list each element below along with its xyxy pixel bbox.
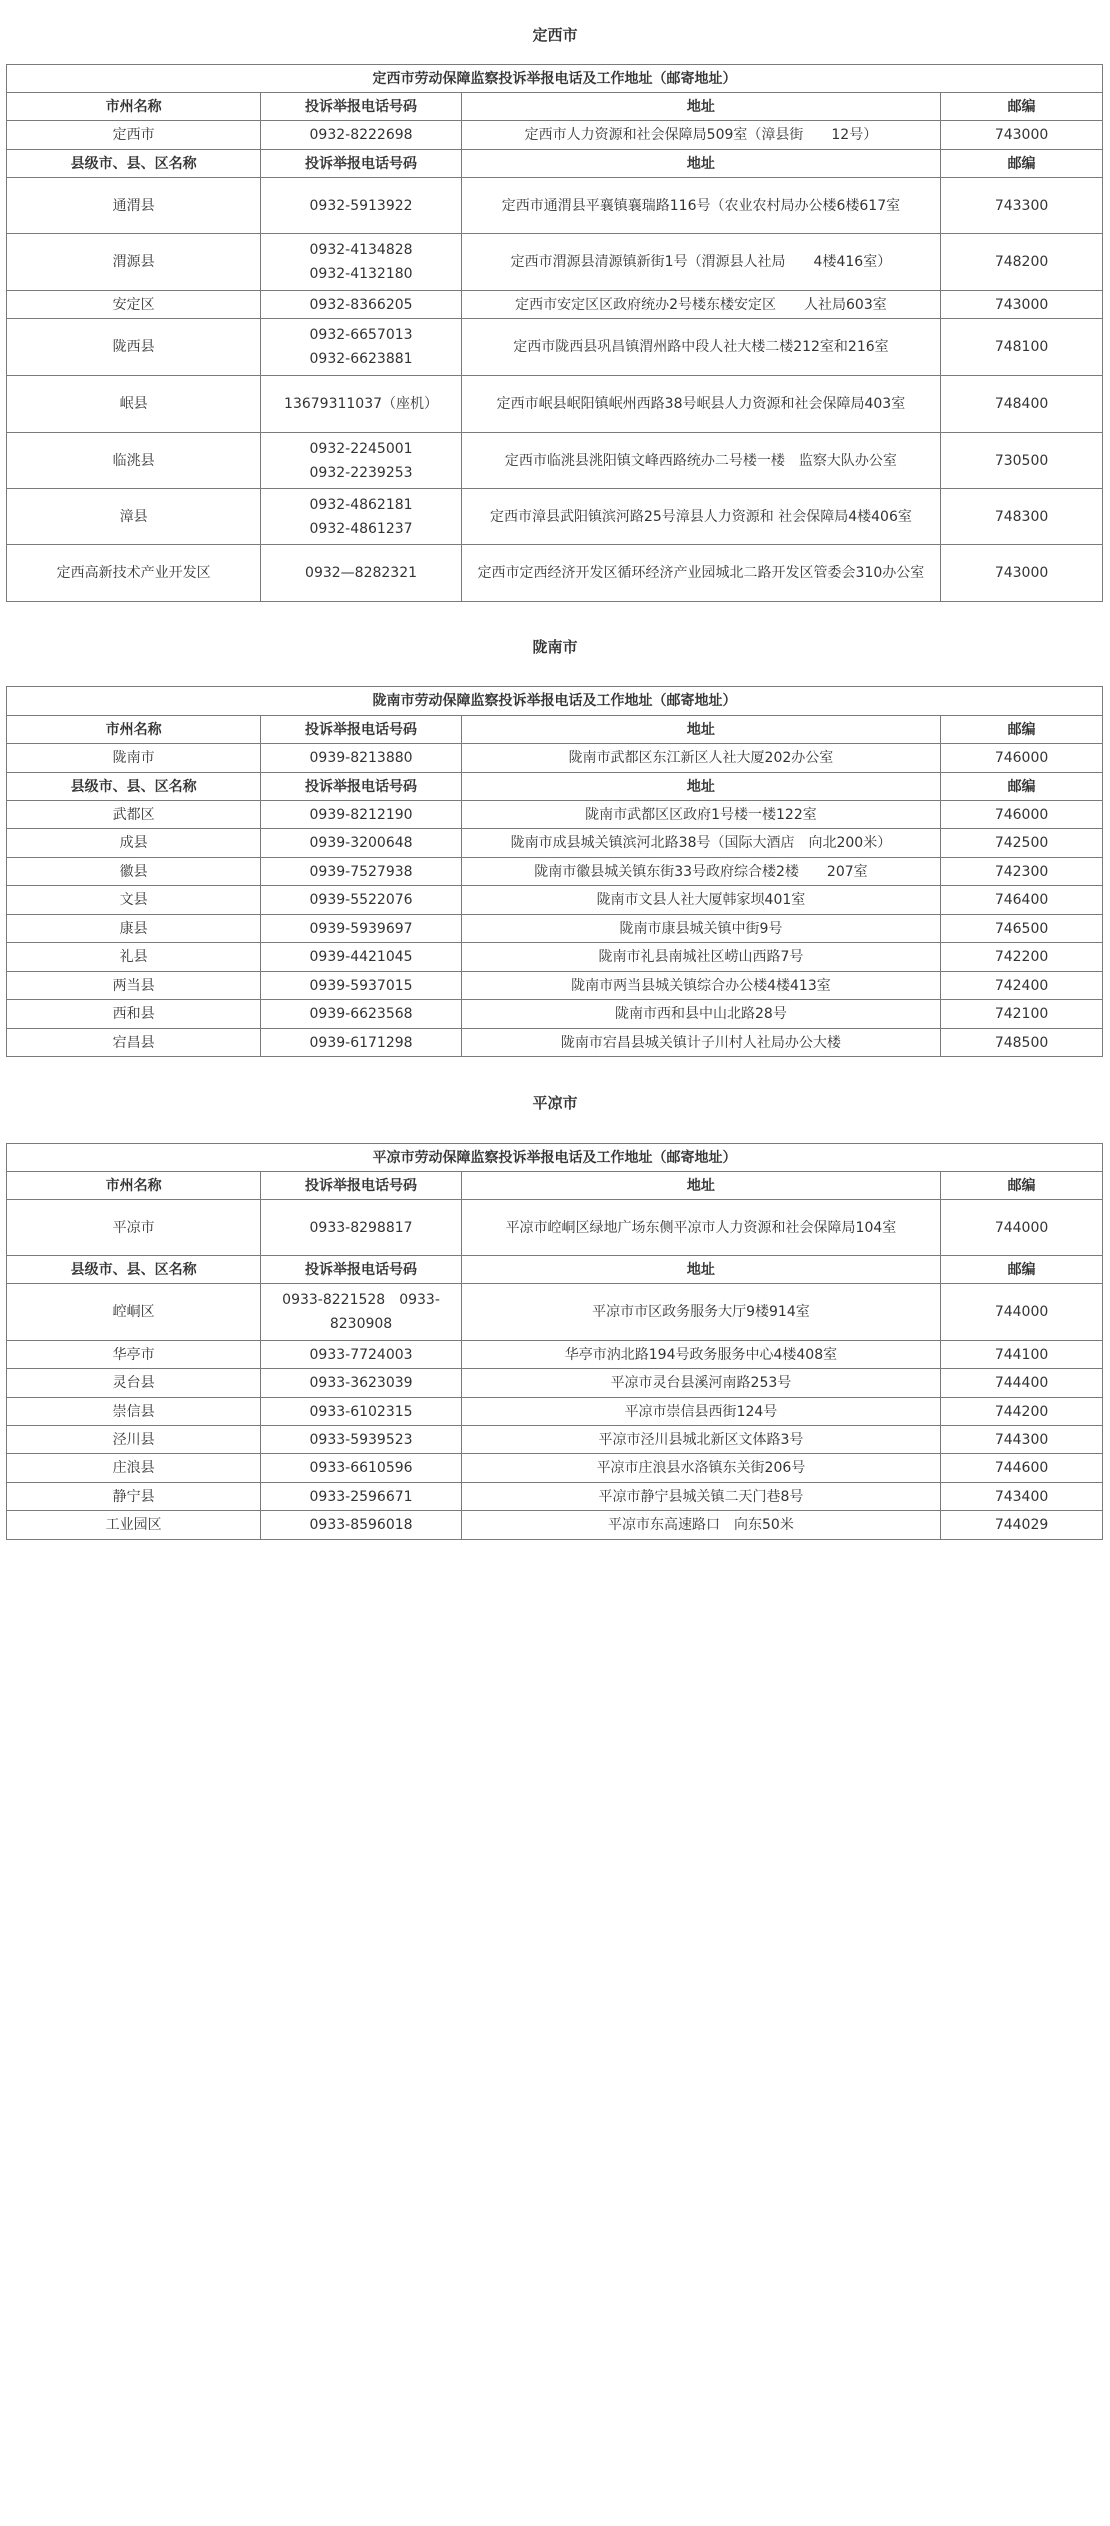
name-cell: 康县 [7, 915, 261, 943]
address-cell: 定西市岷县岷阳镇岷州西路38号岷县人力资源和社会保障局403室 [461, 376, 940, 433]
phone-cell: 0939-8213880 [261, 744, 461, 773]
phone-cell: 0939-5522076 [261, 886, 461, 915]
name-cell: 文县 [7, 886, 261, 915]
name-cell: 两当县 [7, 972, 261, 1000]
address-cell: 平凉市崆峒区绿地广场东侧平凉市人力资源和社会保障局104室 [461, 1200, 940, 1256]
name-cell: 崇信县 [7, 1398, 261, 1426]
address-cell: 定西市定西经济开发区循环经济产业园城北二路开发区管委会310办公室 [461, 545, 940, 602]
table-row [7, 858, 1103, 886]
table-row [7, 1426, 1103, 1454]
address-cell: 陇南市武都区区政府1号楼一楼122室 [461, 801, 940, 829]
table-caption: 定西市劳动保障监察投诉举报电话及工作地址（邮寄地址） [7, 65, 1103, 93]
address-cell: 陇南市西和县中山北路28号 [461, 1000, 940, 1029]
address-cell: 平凉市静宁县城关镇二天门巷8号 [461, 1483, 940, 1511]
name-cell: 灵台县 [7, 1369, 261, 1398]
name-cell: 静宁县 [7, 1483, 261, 1511]
phone-cell: 0933-8298817 [261, 1200, 461, 1256]
name-cell: 徽县 [7, 858, 261, 886]
phone-cell [261, 319, 461, 376]
name-cell: 庄浪县 [7, 1454, 261, 1483]
postcode-cell: 748500 [941, 1029, 1103, 1057]
column-header: 市州名称 [7, 716, 261, 744]
table-row [7, 829, 1103, 858]
postcode-cell: 746500 [941, 915, 1103, 943]
column-header: 县级市、县、区名称 [7, 150, 261, 178]
phone-cell-line: 0932-4861237 [309, 520, 413, 537]
column-header: 邮编 [941, 1172, 1103, 1200]
phone-cell: 0932—8282321 [261, 545, 461, 602]
postcode-cell: 748400 [941, 376, 1103, 433]
name-cell: 西和县 [7, 1000, 261, 1029]
table-row [7, 1398, 1103, 1426]
contact-table [6, 686, 1103, 1057]
section-city-title: 陇南市 [532, 638, 578, 656]
table-subheader-row [7, 150, 1103, 178]
postcode-cell: 743000 [941, 545, 1103, 602]
name-cell: 通渭县 [7, 178, 261, 234]
phone-cell: 0933-3623039 [261, 1369, 461, 1398]
postcode-cell: 744600 [941, 1454, 1103, 1483]
table-caption-row [7, 65, 1103, 93]
postcode-cell: 742400 [941, 972, 1103, 1000]
name-cell: 临洮县 [7, 433, 261, 489]
phone-cell-line: 0932-4132180 [309, 266, 413, 282]
name-cell: 岷县 [7, 376, 261, 433]
address-cell: 定西市漳县武阳镇滨河路25号漳县人力资源和 社会保障局4楼406室 [461, 489, 940, 545]
address-cell: 平凉市灵台县溪河南路253号 [461, 1369, 940, 1398]
phone-cell: 0933-8596018 [261, 1511, 461, 1540]
name-cell: 陇西县 [7, 319, 261, 376]
table-row [7, 234, 1103, 291]
column-header: 县级市、县、区名称 [7, 773, 261, 801]
phone-cell: 0939-4421045 [261, 943, 461, 972]
address-cell: 华亭市汭北路194号政务服务中心4楼408室 [461, 1341, 940, 1369]
table-row [7, 489, 1103, 545]
postcode-cell: 748300 [941, 489, 1103, 545]
address-cell: 陇南市康县城关镇中街9号 [461, 915, 940, 943]
column-header: 县级市、县、区名称 [7, 1256, 261, 1284]
postcode-cell: 730500 [941, 433, 1103, 489]
name-cell: 定西市 [7, 121, 261, 150]
column-header: 地址 [461, 1172, 940, 1200]
postcode-cell: 748100 [941, 319, 1103, 376]
table-header-row [7, 716, 1103, 744]
column-header: 邮编 [941, 93, 1103, 121]
name-cell: 渭源县 [7, 234, 261, 291]
phone-cell: 0939-7527938 [261, 858, 461, 886]
table-caption: 陇南市劳动保障监察投诉举报电话及工作地址（邮寄地址） [7, 687, 1103, 716]
postcode-cell: 746000 [941, 744, 1103, 773]
name-cell: 陇南市 [7, 744, 261, 773]
postcode-cell: 746000 [941, 801, 1103, 829]
address-cell: 定西市临洮县洮阳镇文峰西路统办二号楼一楼 监察大队办公室 [461, 433, 940, 489]
table-row [7, 1511, 1103, 1540]
table-row [7, 376, 1103, 433]
address-cell: 定西市陇西县巩昌镇渭州路中段人社大楼二楼212室和216室 [461, 319, 940, 376]
table-row [7, 1369, 1103, 1398]
column-header: 邮编 [941, 1256, 1103, 1284]
table-subheader-row [7, 773, 1103, 801]
column-header: 投诉举报电话号码 [261, 93, 461, 121]
column-header: 地址 [461, 716, 940, 744]
table-header-row [7, 93, 1103, 121]
column-header: 投诉举报电话号码 [261, 716, 461, 744]
table-row [7, 433, 1103, 489]
phone-cell: 0933-6610596 [261, 1454, 461, 1483]
postcode-cell: 742300 [941, 858, 1103, 886]
column-header: 地址 [461, 150, 940, 178]
column-header: 邮编 [941, 773, 1103, 801]
name-cell: 安定区 [7, 291, 261, 319]
postcode-cell: 744400 [941, 1369, 1103, 1398]
phone-cell: 13679311037（座机） [261, 376, 461, 433]
phone-cell: 0933-6102315 [261, 1398, 461, 1426]
column-header: 地址 [461, 93, 940, 121]
postcode-cell: 743300 [941, 178, 1103, 234]
table-row [7, 545, 1103, 602]
table-row [7, 1483, 1103, 1511]
postcode-cell: 744100 [941, 1341, 1103, 1369]
column-header: 投诉举报电话号码 [261, 1256, 461, 1284]
table-caption-row [7, 1144, 1103, 1172]
table-row [7, 1284, 1103, 1341]
section-city-title: 定西市 [532, 26, 578, 44]
table-caption-row [7, 687, 1103, 716]
phone-cell: 0939-3200648 [261, 829, 461, 858]
postcode-cell: 742100 [941, 1000, 1103, 1029]
name-cell: 平凉市 [7, 1200, 261, 1256]
postcode-cell: 743000 [941, 121, 1103, 150]
postcode-cell: 746400 [941, 886, 1103, 915]
phone-cell-line: 0932-6657013 [309, 327, 413, 343]
table-row [7, 1454, 1103, 1483]
address-cell: 定西市渭源县清源镇新街1号（渭源县人社局 4楼416室） [461, 234, 940, 291]
table-row [7, 121, 1103, 150]
name-cell: 礼县 [7, 943, 261, 972]
postcode-cell: 744000 [941, 1284, 1103, 1341]
contact-table [6, 64, 1103, 602]
name-cell: 华亭市 [7, 1341, 261, 1369]
phone-cell: 0939-6171298 [261, 1029, 461, 1057]
postcode-cell: 744029 [941, 1511, 1103, 1540]
table-row [7, 915, 1103, 943]
table-row [7, 801, 1103, 829]
address-cell: 陇南市两当县城关镇综合办公楼4楼413室 [461, 972, 940, 1000]
section-city-title: 平凉市 [532, 1094, 578, 1112]
table-caption: 平凉市劳动保障监察投诉举报电话及工作地址（邮寄地址） [7, 1144, 1103, 1172]
table-row [7, 744, 1103, 773]
postcode-cell: 744200 [941, 1398, 1103, 1426]
postcode-cell: 744300 [941, 1426, 1103, 1454]
postcode-cell: 748200 [941, 234, 1103, 291]
column-header: 邮编 [941, 150, 1103, 178]
address-cell: 陇南市礼县南城社区崂山西路7号 [461, 943, 940, 972]
postcode-cell: 743400 [941, 1483, 1103, 1511]
address-cell: 陇南市文县人社大厦韩家坝401室 [461, 886, 940, 915]
name-cell: 泾川县 [7, 1426, 261, 1454]
address-cell: 陇南市武都区东江新区人社大厦202办公室 [461, 744, 940, 773]
address-cell: 陇南市成县城关镇滨河北路38号（国际大酒店 向北200米） [461, 829, 940, 858]
address-cell: 平凉市崇信县西街124号 [461, 1398, 940, 1426]
name-cell: 成县 [7, 829, 261, 858]
address-cell: 平凉市市区政务服务大厅9楼914室 [461, 1284, 940, 1341]
phone-cell: 0933-7724003 [261, 1341, 461, 1369]
table-row [7, 1000, 1103, 1029]
postcode-cell: 742500 [941, 829, 1103, 858]
column-header: 市州名称 [7, 93, 261, 121]
postcode-cell: 743000 [941, 291, 1103, 319]
phone-cell [261, 234, 461, 291]
phone-cell: 0933-8221528 0933-8230908 [261, 1284, 461, 1341]
column-header: 投诉举报电话号码 [261, 773, 461, 801]
address-cell: 定西市通渭县平襄镇襄瑞路116号（农业农村局办公楼6楼617室 [461, 178, 940, 234]
phone-cell: 0939-6623568 [261, 1000, 461, 1029]
table-row [7, 1200, 1103, 1256]
address-cell: 平凉市泾川县城北新区文体路3号 [461, 1426, 940, 1454]
name-cell: 武都区 [7, 801, 261, 829]
name-cell: 定西高新技术产业开发区 [7, 545, 261, 602]
phone-cell: 0939-8212190 [261, 801, 461, 829]
phone-cell: 0932-5913922 [261, 178, 461, 234]
postcode-cell: 744000 [941, 1200, 1103, 1256]
table-row [7, 291, 1103, 319]
name-cell: 宕昌县 [7, 1029, 261, 1057]
phone-cell-line: 0932-4862181 [309, 496, 413, 513]
phone-cell: 0933-2596671 [261, 1483, 461, 1511]
phone-cell-line: 0932-4134828 [309, 242, 413, 258]
column-header: 邮编 [941, 716, 1103, 744]
address-cell: 定西市安定区区政府统办2号楼东楼安定区 人社局603室 [461, 291, 940, 319]
column-header: 地址 [461, 1256, 940, 1284]
phone-cell-line: 0932-2239253 [309, 464, 413, 481]
phone-cell-line: 0932-2245001 [309, 440, 413, 457]
table-row [7, 1341, 1103, 1369]
table-row [7, 943, 1103, 972]
phone-cell-line: 0932-6623881 [309, 351, 413, 367]
address-cell: 平凉市庄浪县水洛镇东关街206号 [461, 1454, 940, 1483]
column-header: 市州名称 [7, 1172, 261, 1200]
address-cell: 定西市人力资源和社会保障局509室（漳县街 12号） [461, 121, 940, 150]
column-header: 投诉举报电话号码 [261, 1172, 461, 1200]
table-row [7, 319, 1103, 376]
phone-cell: 0939-5939697 [261, 915, 461, 943]
table-row [7, 1029, 1103, 1057]
address-cell: 陇南市宕昌县城关镇计子川村人社局办公大楼 [461, 1029, 940, 1057]
table-row [7, 178, 1103, 234]
name-cell: 漳县 [7, 489, 261, 545]
phone-cell: 0939-5937015 [261, 972, 461, 1000]
phone-cell: 0933-5939523 [261, 1426, 461, 1454]
column-header: 地址 [461, 773, 940, 801]
phone-cell: 0932-8366205 [261, 291, 461, 319]
postcode-cell: 742200 [941, 943, 1103, 972]
contact-table [6, 1143, 1103, 1540]
phone-cell: 0932-8222698 [261, 121, 461, 150]
phone-cell [261, 489, 461, 545]
table-row [7, 972, 1103, 1000]
address-cell: 平凉市东高速路口 向东50米 [461, 1511, 940, 1540]
table-subheader-row [7, 1256, 1103, 1284]
address-cell: 陇南市徽县城关镇东街33号政府综合楼2楼 207室 [461, 858, 940, 886]
table-row [7, 886, 1103, 915]
phone-cell [261, 433, 461, 489]
column-header: 投诉举报电话号码 [261, 150, 461, 178]
name-cell: 崆峒区 [7, 1284, 261, 1341]
table-header-row [7, 1172, 1103, 1200]
name-cell: 工业园区 [7, 1511, 261, 1540]
